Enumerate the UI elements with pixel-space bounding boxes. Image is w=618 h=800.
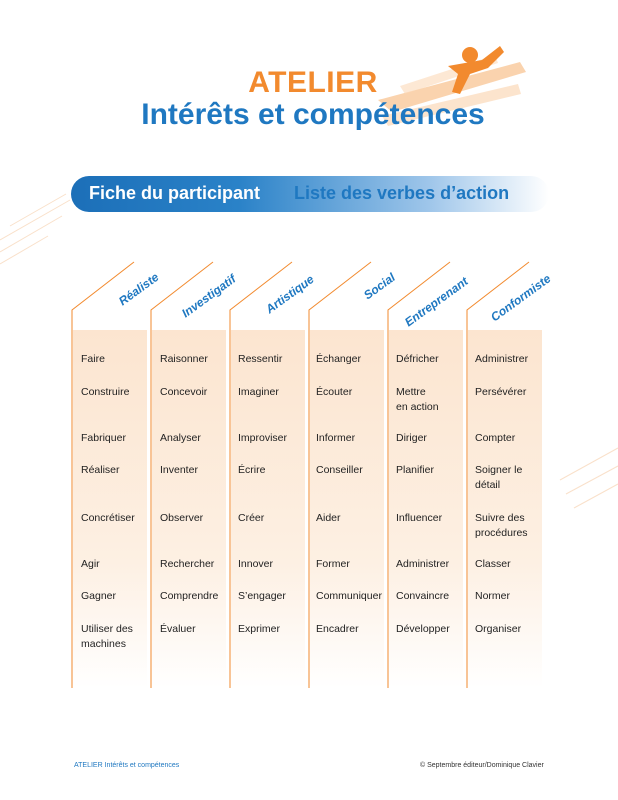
- verb-cell: Comprendre: [160, 590, 219, 602]
- right-streaks: [560, 448, 618, 508]
- verb-cell: Persévérer: [475, 386, 527, 398]
- verb-cell: Ressentir: [238, 353, 283, 365]
- verb-cell: Administrer: [396, 558, 450, 570]
- verb-cell: Créer: [238, 512, 265, 524]
- verb-cell: Exprimer: [238, 623, 281, 635]
- page-subtitle: Intérêts et compétences: [141, 98, 485, 131]
- verb-cell: Défricher: [396, 353, 439, 365]
- verb-cell: Écrire: [238, 464, 266, 476]
- verb-cell: Soigner le détail: [475, 464, 523, 491]
- verb-cell: Administrer: [475, 353, 529, 365]
- verb-cell: Réaliser: [81, 464, 120, 476]
- verb-cell: Rechercher: [160, 558, 215, 570]
- column-header-conformiste: Conformiste: [488, 271, 554, 325]
- verb-cell: Normer: [475, 590, 511, 602]
- page-title-atelier: ATELIER: [248, 66, 378, 99]
- verb-cell: Communiquer: [316, 590, 382, 602]
- verb-cell: Diriger: [396, 432, 427, 444]
- column-header-investigatif: Investigatif: [179, 271, 239, 321]
- verb-cell: Évaluer: [160, 623, 196, 635]
- verb-cell: Fabriquer: [81, 432, 126, 444]
- verb-cell: S’engager: [238, 590, 286, 602]
- verb-cell: Compter: [475, 432, 516, 444]
- verb-cell: Analyser: [160, 432, 201, 444]
- verb-cell: Échanger: [316, 353, 361, 365]
- verb-cell: Raisonner: [160, 353, 208, 365]
- verb-cell: Construire: [81, 386, 130, 398]
- verb-cell: Encadrer: [316, 623, 359, 635]
- verb-cell: Observer: [160, 512, 204, 524]
- verb-cell: Innover: [238, 558, 274, 570]
- verb-cell: Improviser: [238, 432, 288, 444]
- banner-list-title: Liste des verbes d’action: [294, 183, 510, 203]
- verb-cell: Imaginer: [238, 386, 279, 398]
- banner-participant-label: Fiche du participant: [89, 183, 261, 203]
- verb-cell: Organiser: [475, 623, 522, 635]
- verb-cell: Concrétiser: [81, 512, 135, 524]
- verb-cell: Écouter: [316, 386, 353, 398]
- verb-cell: Former: [316, 558, 350, 570]
- verb-cell: Suivre des procédures: [475, 512, 528, 539]
- verb-cell: Conseiller: [316, 464, 363, 476]
- verb-cell: Planifier: [396, 464, 434, 476]
- column-header-entreprenant: Entreprenant: [402, 274, 471, 330]
- verb-cell: Influencer: [396, 512, 443, 524]
- verb-cell: Informer: [316, 432, 356, 444]
- left-streaks: [0, 194, 70, 264]
- banner: [71, 176, 549, 212]
- verb-cell: Utiliser des machines: [81, 623, 133, 650]
- verb-cell: Classer: [475, 558, 511, 570]
- verb-cell: Inventer: [160, 464, 198, 476]
- verb-cell: Mettre en action: [396, 386, 439, 413]
- footer-atelier-label: ATELIER Intérêts et compétences: [74, 762, 180, 769]
- footer-copyright: © Septembre éditeur/Dominique Clavier: [420, 762, 544, 769]
- column-header-social: Social: [361, 270, 398, 303]
- verb-cell: Concevoir: [160, 386, 208, 398]
- verb-cell: Gagner: [81, 590, 117, 602]
- column-header-realiste: Réaliste: [116, 269, 162, 309]
- verb-cell: Développer: [396, 623, 450, 635]
- verb-cell: Faire: [81, 353, 105, 365]
- verb-cell: Convaincre: [396, 590, 450, 602]
- verb-cell: Agir: [81, 558, 100, 570]
- verb-cell: Aider: [316, 512, 341, 524]
- column-header-artistique: Artistique: [263, 272, 317, 317]
